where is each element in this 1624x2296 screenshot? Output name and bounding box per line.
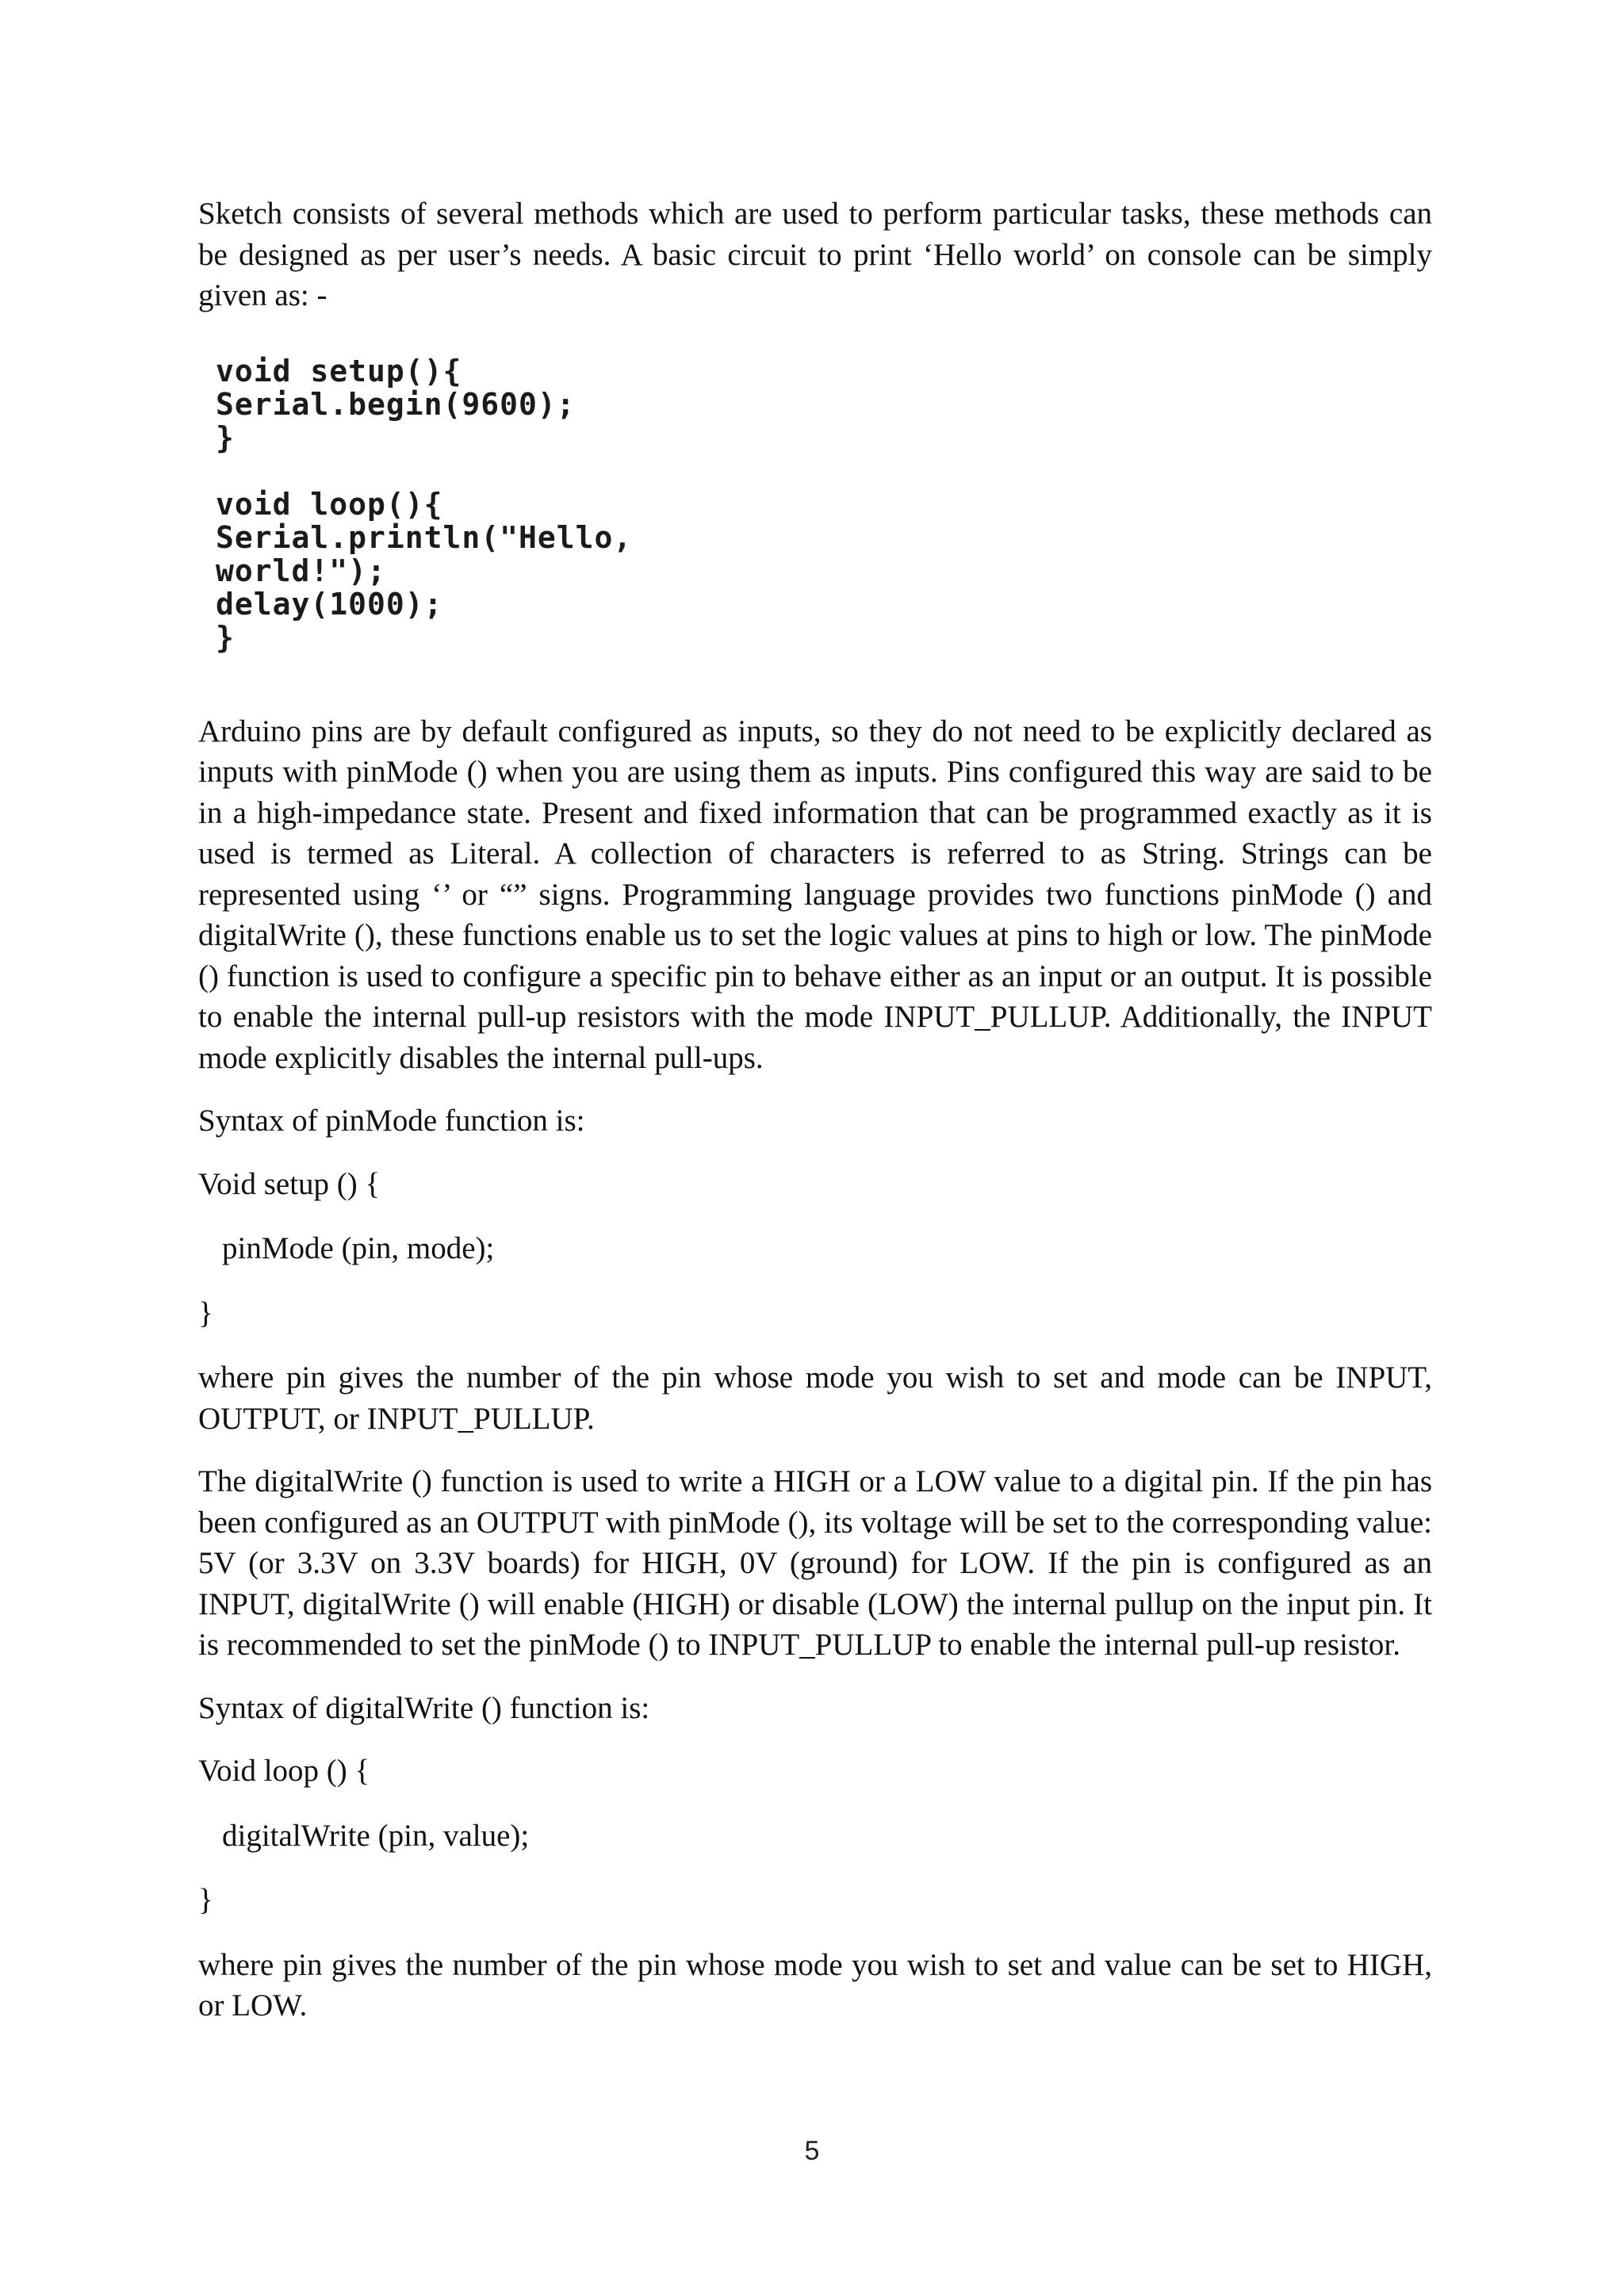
pinmode-explanation: where pin gives the number of the pin whose mode you wish to set and mode can be INPUT, OUTPUT, or INPUT_PULLUP.: [198, 1360, 1432, 1436]
digitalwrite-syntax-line: Void loop () {: [198, 1754, 370, 1788]
code-line: void setup(){: [216, 353, 462, 388]
page-number: 5: [804, 2136, 820, 2166]
code-line: }: [216, 619, 235, 655]
code-line: Serial.println("Hello,: [216, 519, 633, 555]
code-sample-image: [216, 354, 1432, 654]
digitalwrite-syntax-heading: Syntax of digitalWrite () function is:: [198, 1690, 650, 1725]
code-line: void loop(){: [216, 486, 443, 522]
digitalwrite-syntax-line: digitalWrite (pin, value);: [222, 1818, 530, 1853]
digitalwrite-paragraph: The digitalWrite () function is used to write a HIGH or a LOW value to a digital pin. If the pin has been configured as an OUTPUT with pinMode (), its voltage will be set to the corresponding value: 5V (or 3.3V on 3.3V boards) for HIGH, 0V (ground) for LOW. If the pin is configured as an INPUT, digitalWrite () will enable (HIGH) or disable (LOW) the internal pullup on the input pin. It is recommended to set the pinMode () to INPUT_PULLUP to enable the internal pull-up resistor.: [198, 1464, 1432, 1662]
pins-paragraph: Arduino pins are by default configured as inputs, so they do not need to be explicitly declared as inputs with pinMode () when you are using them as inputs. Pins configured this way are said to be in a high-impedance state. Present and fixed information that can be programmed exactly as it is used is termed as Literal. A collection of characters is referred to as String. Strings can be represented using ‘’ or “” signs. Programming language provides two functions pinMode () and digitalWrite (), these functions enable us to set the logic values at pins to high or low. The pinMode () function is used to configure a specific pin to behave either as an input or an output. It is possible to enable the internal pull-up resistors with the mode INPUT_PULLUP. Additionally, the INPUT mode explicitly disables the internal pull-ups.: [198, 714, 1432, 1075]
digitalwrite-explanation: where pin gives the number of the pin whose mode you wish to set and value can be set to HIGH, or LOW.: [198, 1947, 1432, 2022]
code-line: Serial.begin(9600);: [216, 386, 576, 422]
pinmode-syntax-line: Void setup () {: [198, 1166, 381, 1201]
code-blank-line: [216, 454, 1432, 488]
pinmode-syntax-line: }: [198, 1295, 213, 1330]
digitalwrite-syntax-line: }: [198, 1883, 213, 1917]
code-line: world!");: [216, 553, 386, 588]
pinmode-syntax-line: pinMode (pin, mode);: [222, 1231, 495, 1265]
code-line: delay(1000);: [216, 586, 443, 622]
pinmode-syntax-heading: Syntax of pinMode function is:: [198, 1104, 585, 1138]
code-line: }: [216, 419, 235, 455]
intro-paragraph: Sketch consists of several methods which are used to perform particular tasks, these methods can be designed as per user’s needs. A basic circuit to print ‘Hello world’ on console can be simply given as: -: [198, 197, 1432, 312]
page-content: [198, 193, 1432, 2026]
